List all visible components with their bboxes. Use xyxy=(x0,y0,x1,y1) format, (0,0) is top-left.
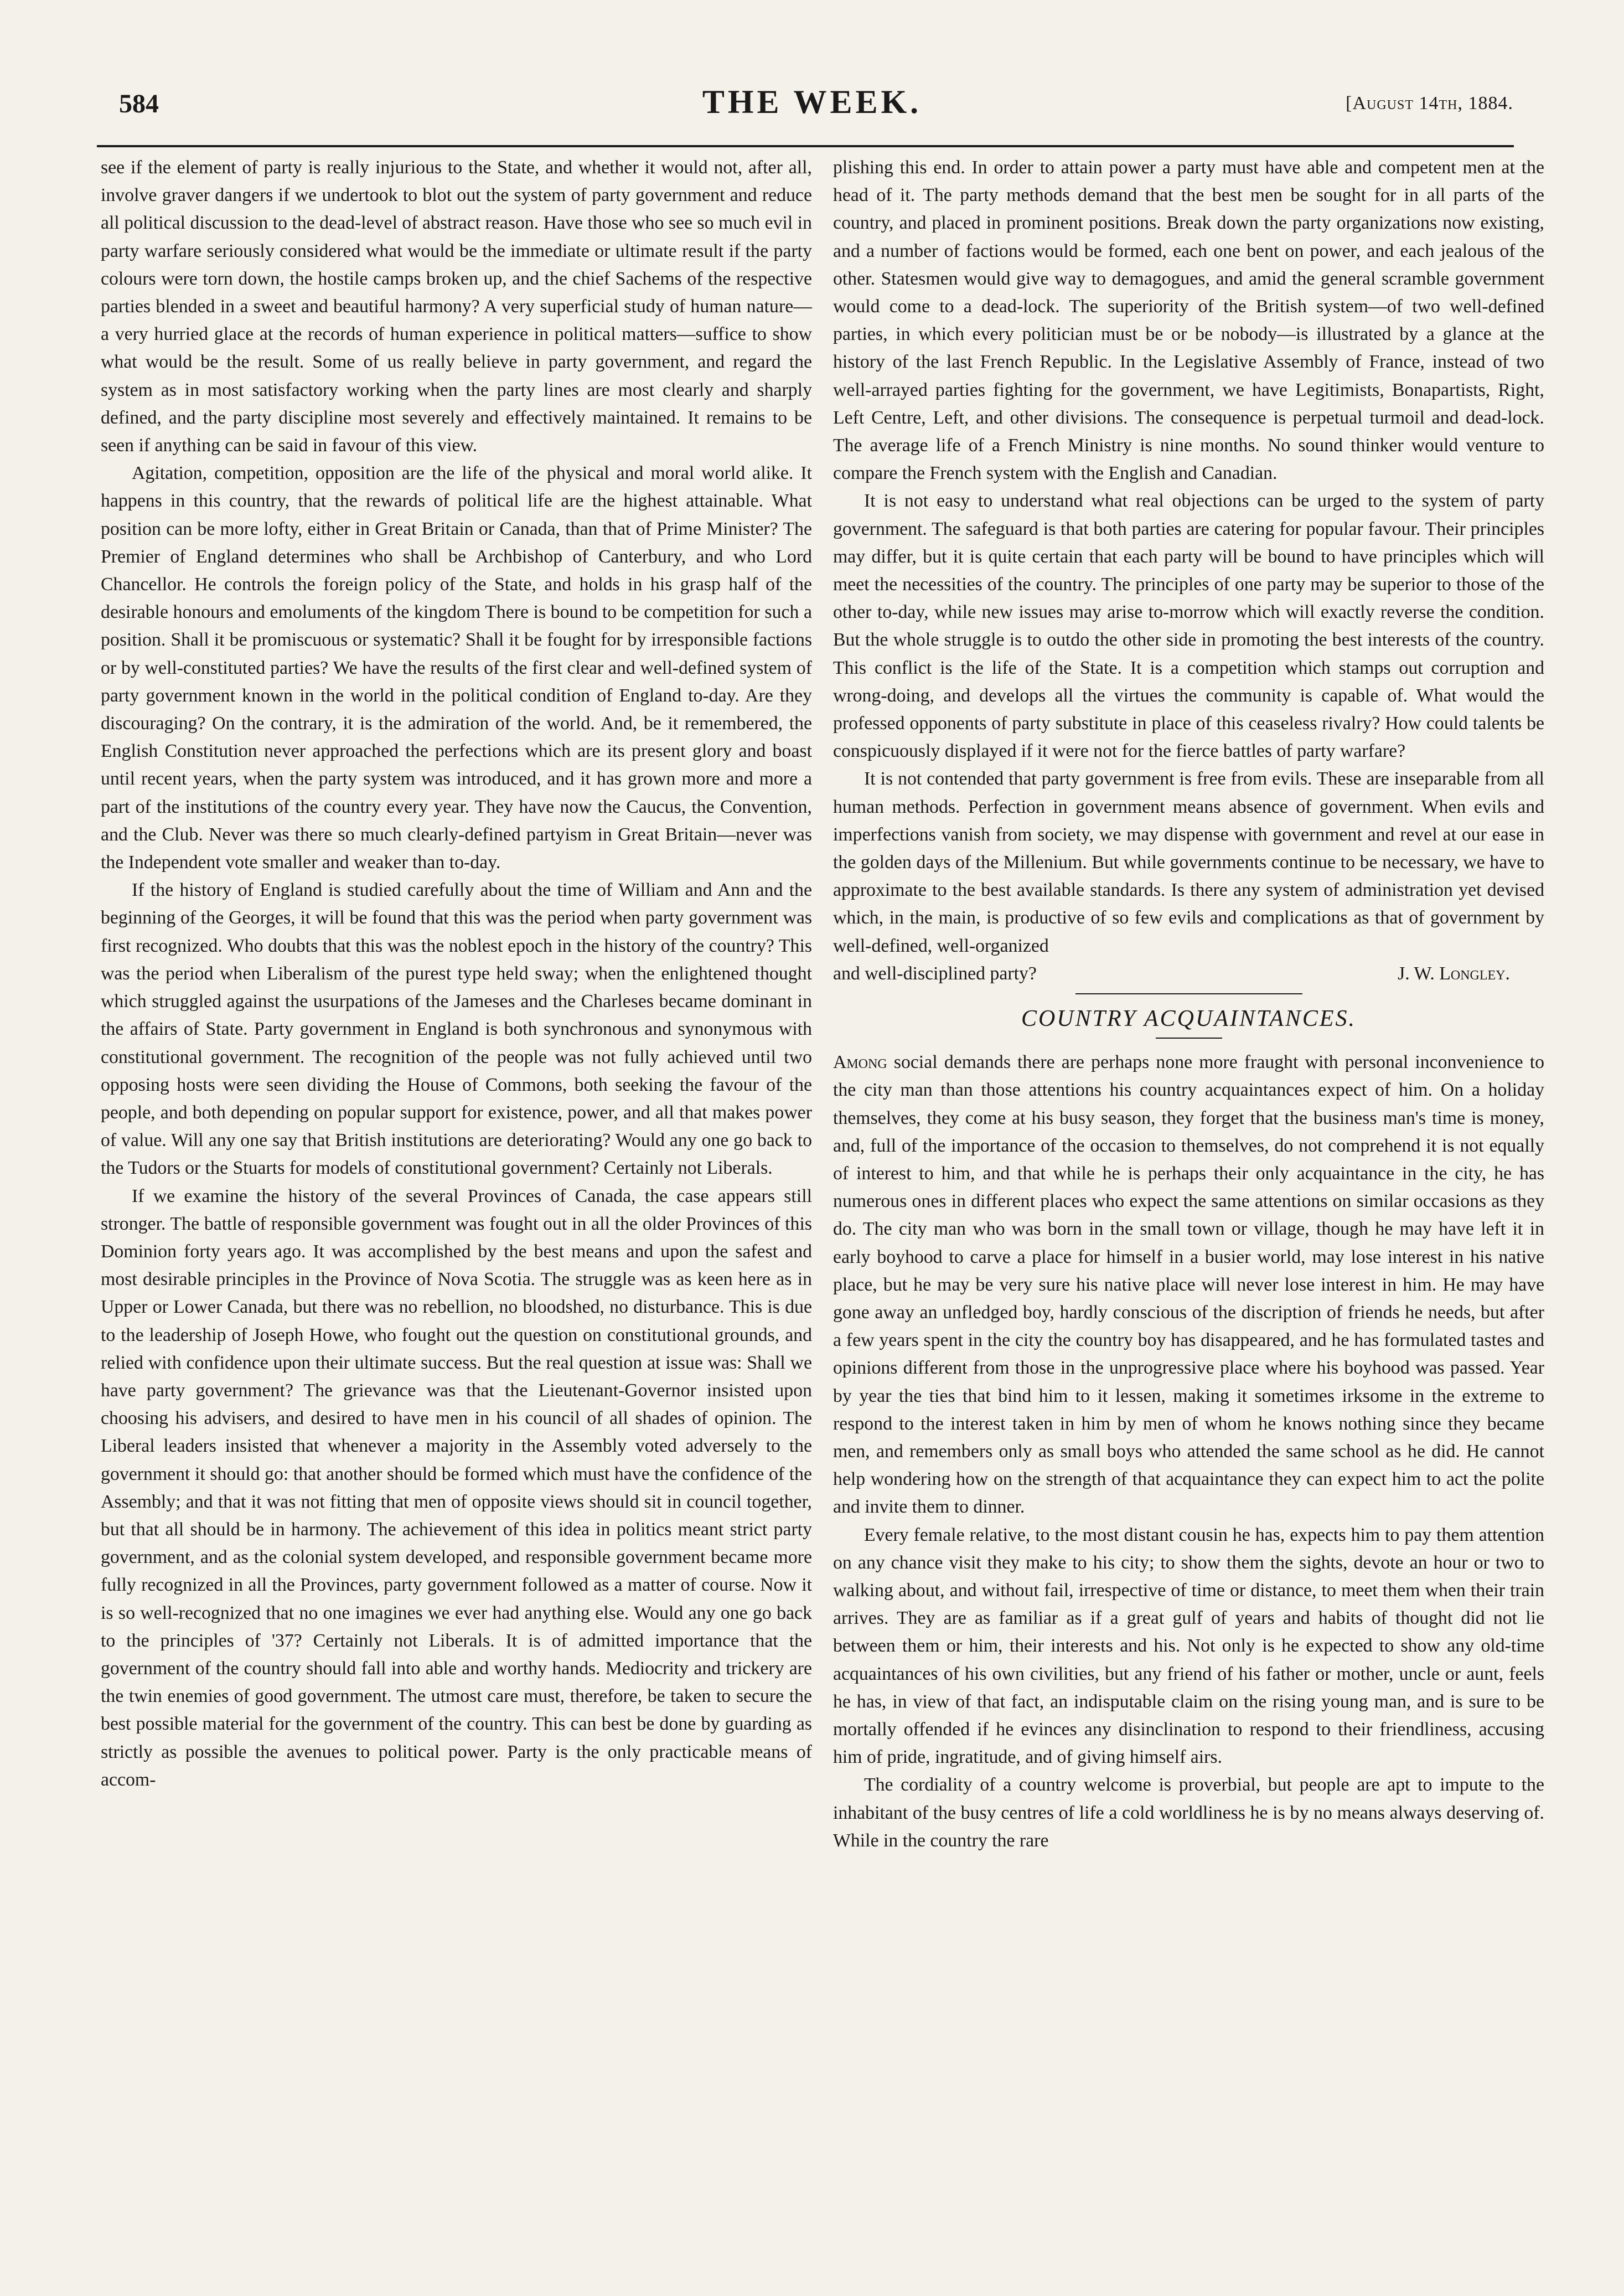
article-paragraph: plishing this end. In order to attain power a party must have able and competent men at the head of it. The party methods demand that the best men be sought for in all parts of the country, and placed in prominent positions. Break down the party organizations now existing, and a number of factions would be formed, each one bent on power, and each jealous of the other. Statesmen would give way to demagogues, and amid the general scramble government would come to a dead-lock. The superiority of the British system—of two well-defined parties, in which every politician must be or be nobody—is illustrated by a glance at the history of the last French Republic. In the Legislative Assembly of France, instead of two well-arrayed parties fighting for the government, we have Legitimists, Bonapartists, Right, Left Centre, Left, and other divisions. The consequence is perpetual turmoil and dead-lock. The average life of a French Ministry is nine months. No sound thinker would venture to compare the French system with the English and Canadian. xyxy=(833,157,1544,484)
masthead-title: THE WEEK. xyxy=(702,84,922,120)
section-divider xyxy=(1075,993,1302,994)
header-rule xyxy=(97,145,1514,147)
signoff-line xyxy=(833,960,1544,988)
title-underline xyxy=(1156,1038,1222,1039)
page-number: 584 xyxy=(119,89,159,118)
article-title: COUNTRY ACQUAINTANCES. xyxy=(1021,1006,1357,1032)
left-column xyxy=(101,154,812,1794)
article-paragraph: The cordiality of a country welcome is proverbial, but people are apt to impute to the inhabitant of the busy centres of life a cold worldliness he is by no means always deserving of. While in the country the rare xyxy=(833,1774,1544,1851)
article-paragraph: It is not contended that party government is free from evils. These are inseparable from all human methods. Perfection in government means absence of government. When evils and imperfections vanish from society, we may dispense with government and revel at our ease in the golden days of the Millenium. But while governments continue to be necessary, we have to approximate to the best available standards. Is there any system of administration yet devised which, in the main, is productive of so few evils and complications as that of government by well-defined, well-organized xyxy=(833,768,1544,956)
issue-date: [August 14th, 1884. xyxy=(1346,93,1513,113)
article-paragraph: see if the element of party is really injurious to the State, and whether it would not, after all, involve graver dangers if we undertook to blot out the system of party government and reduce all political discussion to the dead-level of abstract reason. Have those who see so much evil in party warfare seriously considered what would be the immediate or ultimate result if the party colours were torn down, the hostile camps broken up, and the chief Sachems of the respective parties blended in a sweet and beautiful harmony? A very superficial study of human nature—a very hurried glace at the records of human experience in political matters—suffice to show what would be the result. Some of us really believe in party government, and regard the system as in most satisfactory working when the party lines are most clearly and sharply defined, and the party discipline most severely and effectively maintained. It remains to be seen if anything can be said in favour of this view. xyxy=(101,157,812,456)
article-paragraph xyxy=(833,1049,1544,1521)
lead-paragraph-text: social demands there are perhaps none more fraught with personal inconvenience to the city man than those attentions his country acquaintances expect of him. On a holiday themselves, they come at his busy season, they forget that the business man's time is money, and, full of the importance of the occasion to themselves, do not comprehend it is not equally of interest to him, and that while he is perhaps their only acquaintance in the city, he has numerous ones in different places who expect the same attentions on similar occasions as they do. The city man who was born in the small town or village, though he may have left it in early boyhood to carve a place for himself in a busier world, may lose interest in his native place, but he may be very sure his native place will never lose interest in him. He may have gone away an unfledged boy, hardly conscious of the discription of friends he needs, but after a few years spent in the city the country boy has disappeared, and he has formulated tastes and opinions different from those in the unprogressive place where his boyhood was passed. Year by year the ties that bind him to it lessen, making it sometimes irksome in the extreme to respond to the interest taken in him by men of whom he knows nothing since they became men, and remembers only as small boys who attended the same school as he did. He cannot help wondering how on the strength of that acquaintance they can expect him to act the polite and invite them to dinner. xyxy=(833,1052,1544,1518)
author-signature: J. W. Longley. xyxy=(1398,963,1510,984)
article-paragraph: Agitation, competition, opposition are the life of the physical and moral world alike. It happens in this country, that the rewards of political life are the highest attainable. What position can be more lofty, either in Great Britain or Canada, than that of Prime Minister? The Premier of England determines who shall be Archbishop of Canterbury, and who Lord Chancellor. He controls the foreign policy of the State, and holds in his grasp half of the desirable honours and emoluments of the kingdom There is bound to be competition for such a position. Shall it be promiscuous or systematic? Shall it be fought for by irresponsible factions or by well-constituted parties? We have the results of the first clear and well-defined system of party government known in the world in the political condition of England to-day. Are they discouraging? On the contrary, it is the admiration of the world. And, be it remembered, the English Constitution never approached the perfections which are its present glory and boast until recent years, when the party system was introduced, and it has grown more and more a part of the institutions of the country every year. They have now the Caucus, the Convention, and the Club. Never was there so much clearly-defined partyism in Great Britain—never was the Independent vote smaller and weaker than to-day. xyxy=(101,463,812,873)
lead-word: Among xyxy=(833,1052,887,1073)
article-paragraph: It is not easy to understand what real objections can be urged to the system of party government. The safeguard is that both parties are catering for popular favour. Their principles may differ, but it is quite certain that each party will be bound to have principles which will meet the necessities of the country. The principles of one party may be superior to those of the other to-day, while new issues may arise to-morrow which will exactly reverse the condition. But the whole struggle is to outdo the other side in promoting the best interests of the country. This conflict is the life of the State. It is a competition which stamps out corruption and wrong-doing, and develops all the virtues the community is capable of. What would the professed opponents of party substitute in place of this ceaseless rivalry? How could talents be conspicuously displayed if it were not for the fierce battles of party warfare? xyxy=(833,491,1544,762)
right-column xyxy=(833,154,1544,1855)
article-paragraph: If the history of England is studied carefully about the time of William and Ann and the beginning of the Georges, it will be found that this was the period when party government was first recognized. Who doubts that this was the noblest epoch in the history of the country? This was the period when Liberalism of the purest type held sway; when the enlightened thought which struggled against the usurpations of the Jameses and the Charleses became dominant in the affairs of State. Party government in England is both synchronous and synonymous with constitutional government. The recognition of the people was not fully achieved until two opposing hosts were seen dividing the House of Commons, both seeking the favour of the people, and both depending on popular support for existence, power, and all that makes power of value. Will any one say that British institutions are deteriorating? Would any one go back to the Tudors or the Stuarts for models of constitutional government? Certainly not Liberals. xyxy=(101,880,812,1179)
page-header xyxy=(0,83,1624,127)
article-paragraph: If we examine the history of the several Provinces of Canada, the case appears still stronger. The battle of responsible government was fought out in all the older Provinces of this Dominion forty years ago. It was accomplished by the best means and upon the safest and most desirable principles in the Province of Nova Scotia. The struggle was as keen here as in Upper or Lower Canada, but there was no rebellion, no bloodshed, no disturbance. This is due to the leadership of Joseph Howe, who fought out the question on constitutional grounds, and relied with confidence upon their ultimate success. But the real question at issue was: Shall we have party government? The grievance was that the Lieutenant-Governor insisted upon choosing his advisers, and desired to have men in his council of all shades of opinion. The Liberal leaders insisted that whenever a majority in the Assembly voted adversely to the government it should go: that another should be formed which must have the confidence of the Assembly; and that it was not fitting that men of opposite views should sit in council together, but that all should be in harmony. The achievement of this idea in politics meant strict party government, and as the colonial system developed, and responsible government became more fully recognized in all the Provinces, party government followed as a matter of course. Now it is so well-recognized that no one imagines we ever had anything else. Would any one go back to the principles of '37? Certainly not Liberals. It is of admitted importance that the government of the country should fall into able and worthy hands. Mediocrity and trickery are the twin enemies of good government. The utmost care must, therefore, be taken to secure the best possible material for the government of the country. This can best be done by guarding as strictly as possible the avenues to political power. Party is the only practicable means of accom- xyxy=(101,1185,812,1790)
article-paragraph: Every female relative, to the most distant cousin he has, expects him to pay them attention on any chance visit they make to his city; to show them the sights, devote an hour or two to walking about, and without fail, irrespective of time or distance, to meet them when their train arrives. They are as familiar as if a great gulf of years and habits of thought did not lie between them or him, their interests and his. Not only is he expected to show any old-time acquaintances of his own civilities, but any friend of his father or mother, uncle or aunt, feels he has, in view of that fact, an indisputable claim on the rising young man, and is sure to be mortally offended if he evinces any disinclination to respond to their friendliness, accusing him of pride, ingratitude, and of giving himself airs. xyxy=(833,1524,1544,1768)
signoff-text: and well-disciplined party? xyxy=(833,963,1037,984)
